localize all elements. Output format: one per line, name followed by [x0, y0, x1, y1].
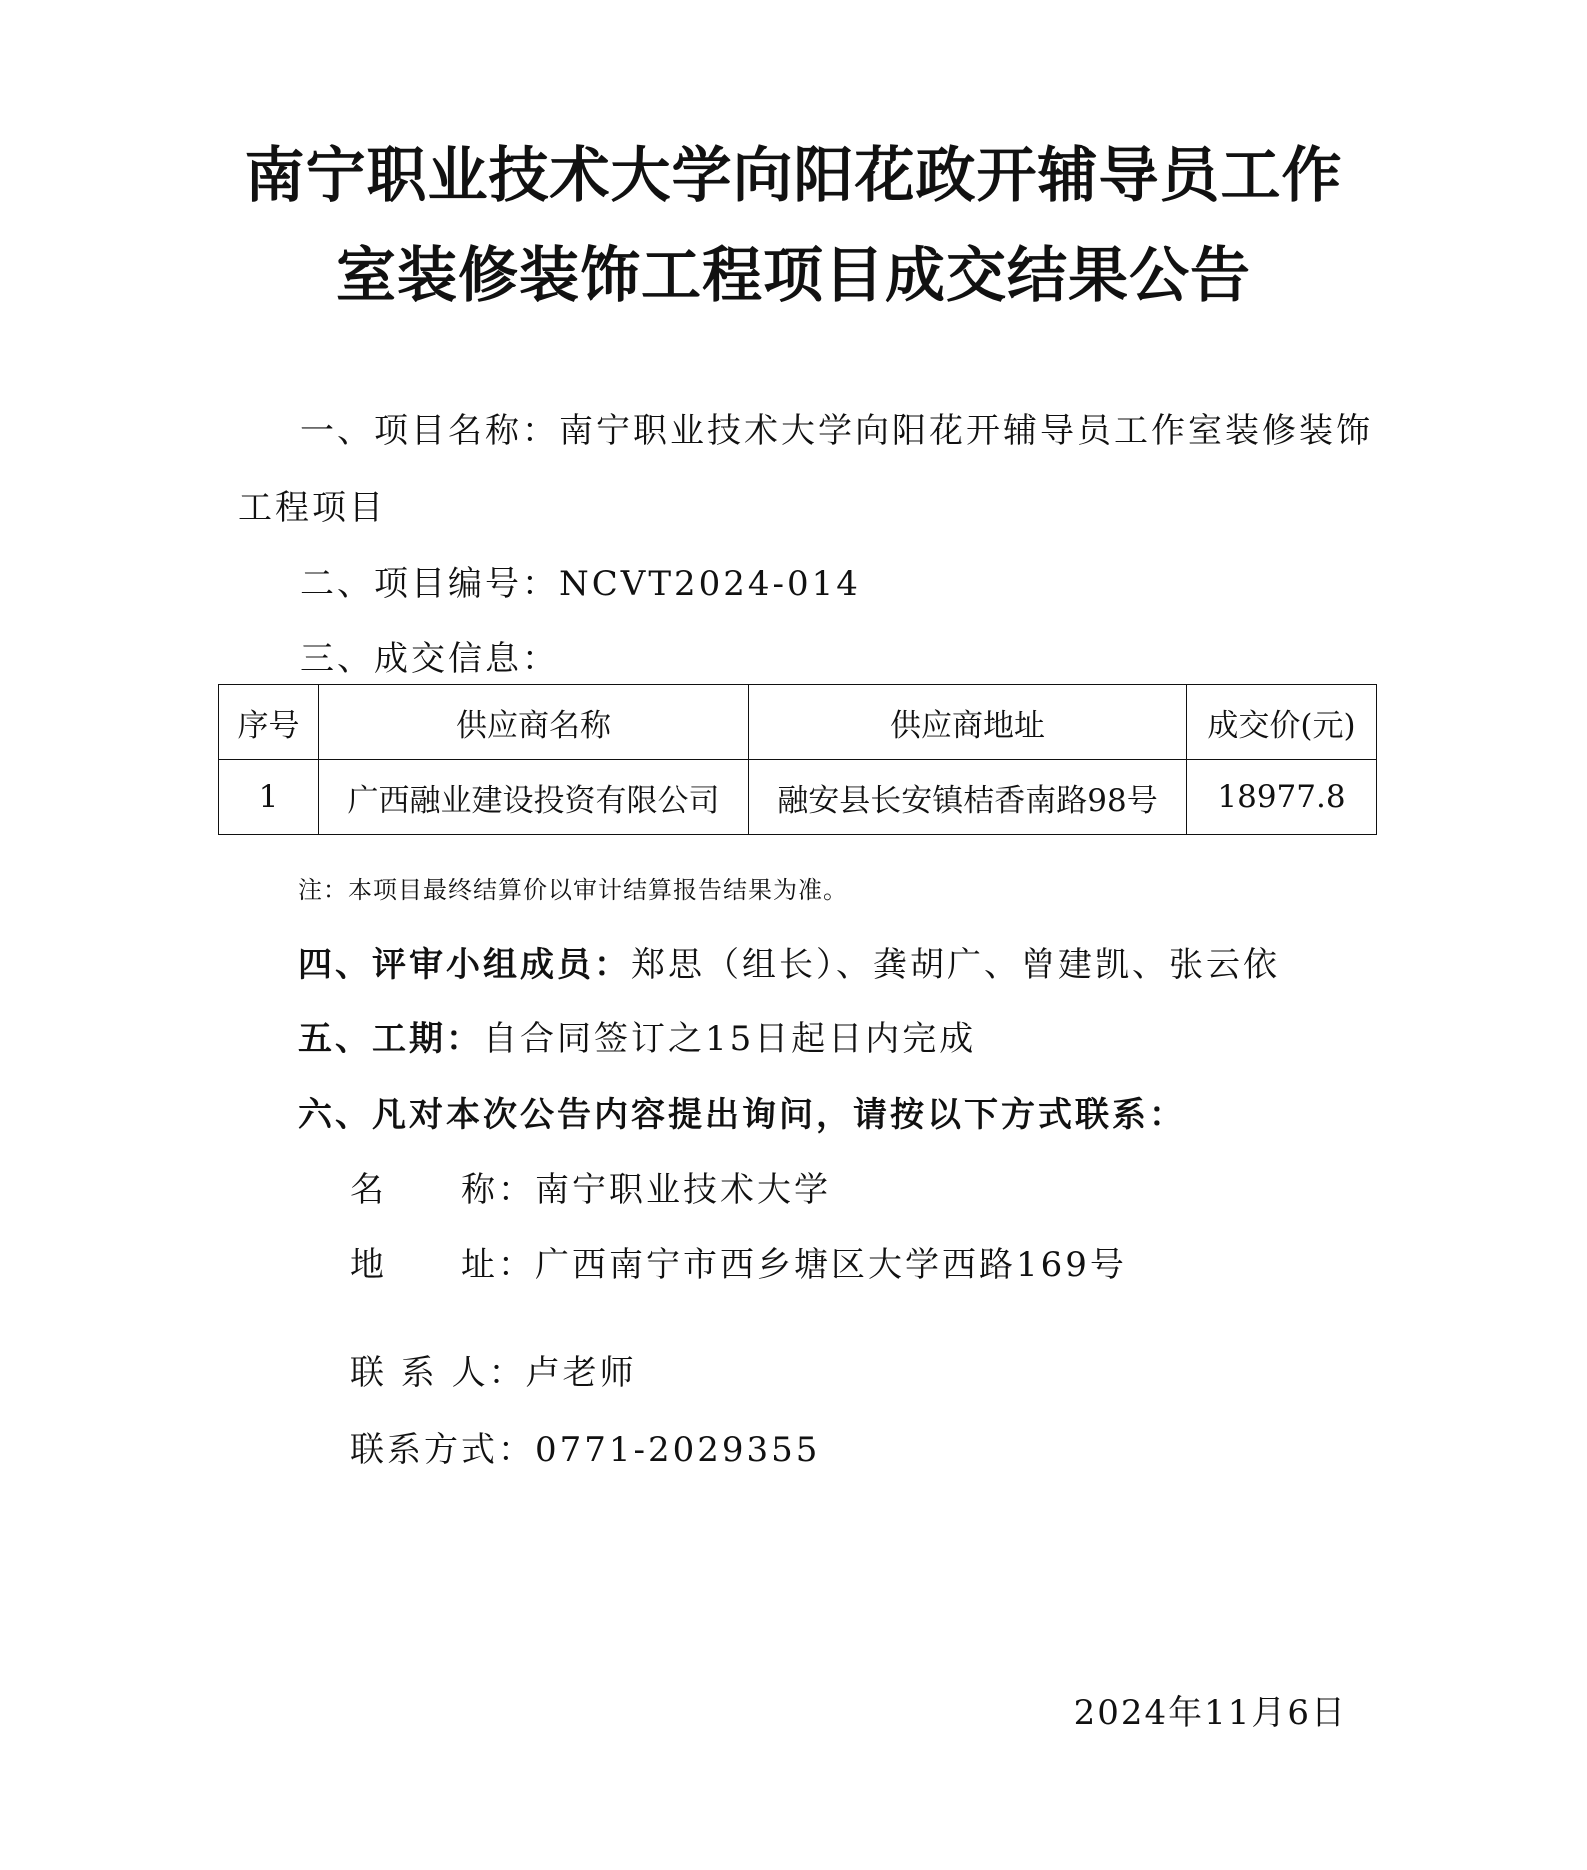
contact-phone-value: 0771-2029355: [535, 1430, 821, 1470]
settlement-note: 注：本项目最终结算价以审计结算报告结果为准。: [298, 876, 848, 904]
cell-supplier-address: 融安县长安镇桔香南路98号: [749, 760, 1187, 835]
document-title-line-2: 室装修装饰工程项目成交结果公告: [336, 241, 1251, 311]
cell-deal-price: 18977.8: [1187, 760, 1377, 835]
section-project-name-value: 南宁职业技术大学向阳花开辅导员工作室装修装饰: [559, 411, 1373, 451]
section-project-name-continued: 工程项目: [238, 488, 386, 528]
deal-table-header-row: [219, 685, 1377, 760]
section-project-number-value: NCVT2024-014: [559, 564, 861, 604]
header-deal-price: 成交价(元): [1187, 685, 1377, 760]
section-deal-info-label: 三、成交信息：: [300, 639, 559, 679]
contact-address-value: 广西南宁市西乡塘区大学西路169号: [535, 1245, 1127, 1285]
section-review-panel-value: 郑思（组长）、龚胡广、曾建凯、张云依: [631, 945, 1280, 985]
header-supplier-name: 供应商名称: [319, 685, 749, 760]
section-duration-value: 自合同签订之15日起日内完成: [483, 1019, 977, 1059]
section-review-panel-label: 四、评审小组成员：: [298, 945, 631, 985]
section-duration-label: 五、工期：: [298, 1019, 483, 1059]
cell-index: 1: [219, 760, 319, 835]
section-duration: [298, 1014, 976, 1064]
contact-name-row: [350, 1165, 831, 1215]
section-contact-heading: 六、凡对本次公告内容提出询问，请按以下方式联系：: [298, 1095, 1186, 1135]
section-project-number: [300, 559, 861, 609]
contact-person-value: 卢老师: [525, 1353, 637, 1393]
section-project-number-label: 二、项目编号：: [300, 564, 559, 604]
section-project-name-label: 一、项目名称：: [300, 411, 559, 451]
document-title-line-1: 南宁职业技术大学向阳花政开辅导员工作: [244, 141, 1343, 211]
cell-supplier-name: 广西融业建设投资有限公司: [319, 760, 749, 835]
contact-name-value: 南宁职业技术大学: [535, 1170, 831, 1210]
header-supplier-address: 供应商地址: [749, 685, 1187, 760]
contact-phone-row: [350, 1425, 820, 1475]
contact-address-label: 地 址：: [350, 1245, 535, 1285]
section-review-panel: [298, 940, 1280, 990]
header-index: 序号: [219, 685, 319, 760]
table-row: [219, 760, 1377, 835]
contact-address-row: [350, 1240, 1127, 1290]
contact-phone-label: 联系方式：: [350, 1430, 535, 1470]
contact-person-row: [350, 1348, 637, 1398]
contact-name-label: 名 称：: [350, 1170, 535, 1210]
announcement-date: 2024年11月6日: [1073, 1693, 1347, 1733]
section-project-name: [300, 406, 1373, 456]
contact-person-label: 联 系 人：: [350, 1353, 526, 1393]
deal-table: [218, 684, 1377, 835]
